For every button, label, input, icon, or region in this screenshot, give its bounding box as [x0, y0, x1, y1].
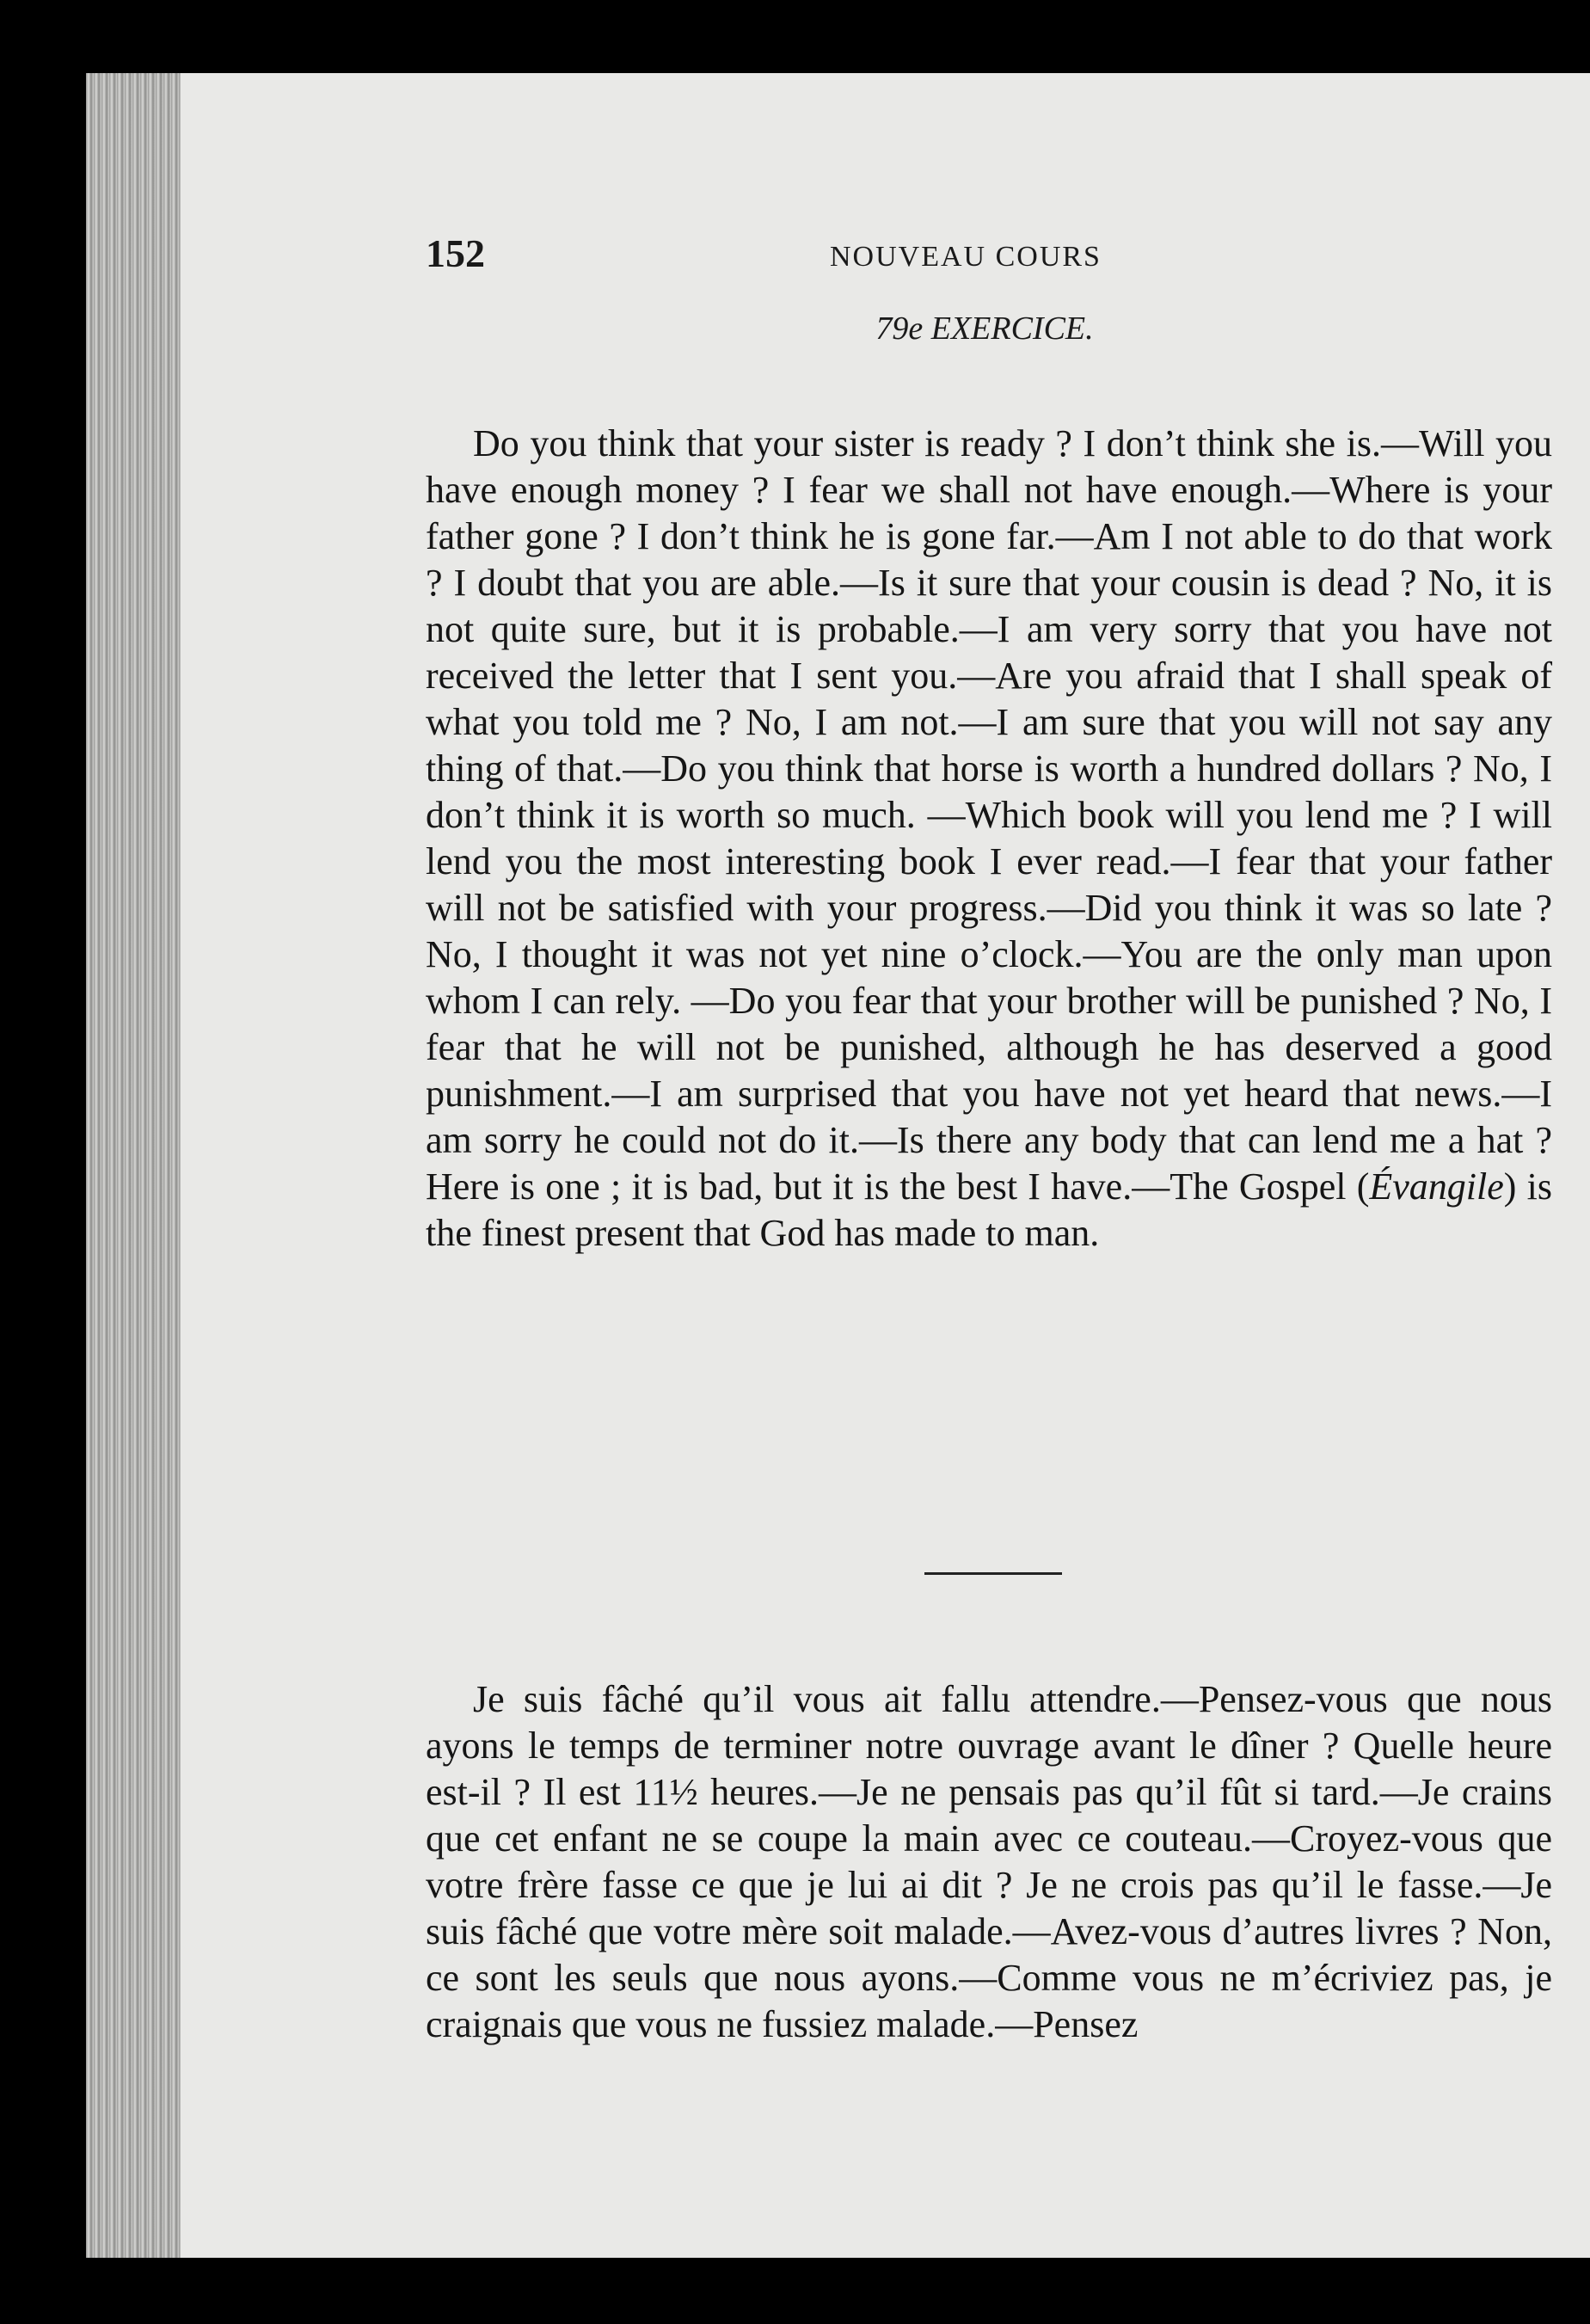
english-exercise-paragraph: [426, 421, 1552, 1257]
page-number: 152: [426, 231, 485, 275]
english-text-italic-term: Évangile: [1369, 1165, 1504, 1208]
page-edges: [86, 73, 181, 2258]
section-divider: [924, 1572, 1062, 1575]
english-text-part-2: ) is the finest present that God has made to man.: [426, 1165, 1552, 1254]
exercise-heading: 79e EXERCICE.: [875, 310, 1094, 347]
running-head: [426, 231, 1544, 282]
running-title: NOUVEAU COURS: [830, 241, 1102, 273]
french-exercise-paragraph: Je suis fâché qu’il vous ait fallu attendre.—Pensez-vous que nous ayons le temps de terminer notre ouvrage avant le dîner ? Quelle heure est-il ? Il est 11½ heures.—Je ne pensais pas qu’il fût si tard.—Je crains que cet enfant ne se coupe la main avec ce couteau.—Croyez-vous que votre frère fasse ce que je lui ai dit ? Je ne crois pas qu’il le fasse.—Je suis fâché que votre mère soit malade.—Avez-vous d’autres livres ? Non, ce sont les seuls que nous ayons.—Comme vous ne m’écriviez pas, je craignais que vous ne fussiez malade.—Pensez: [426, 1678, 1552, 2045]
english-text-part-1: Do you think that your sister is ready ? I don’t think she is.—Will you have enough money ? I fear we shall not have enough.—Where is your father gone ? I don’t think he is gone far.—Am I not able to do that work ? I doubt that you are able.—Is it sure that your cousin is dead ? No, it is not quite sure, but it is probable.—I am very sorry that you have not received the letter that I sent you.—Are you afraid that I shall speak of what you told me ? No, I am not.—I am sure that you will not say any thing of that.—Do you think that horse is worth a hundred dollars ? No, I don’t think it is worth so much. —Which book will you lend me ? I will lend you the most interesting book I ever read.—I fear that your father will not be satisfied with your progress.—Did you think it was so late ? No, I thought it was not yet nine o’clock.—You are the only man upon whom I can rely. —Do you fear that your brother will be punished ? No, I fear that he will not be punished, although he has deserved a good punishment.—I am surprised that you have not yet heard that news.—I am sorry he could not do it.—Is there any body that can lend me a hat ? Here is one ; it is bad, but it is the best I have.—The Gospel (: [426, 422, 1552, 1208]
